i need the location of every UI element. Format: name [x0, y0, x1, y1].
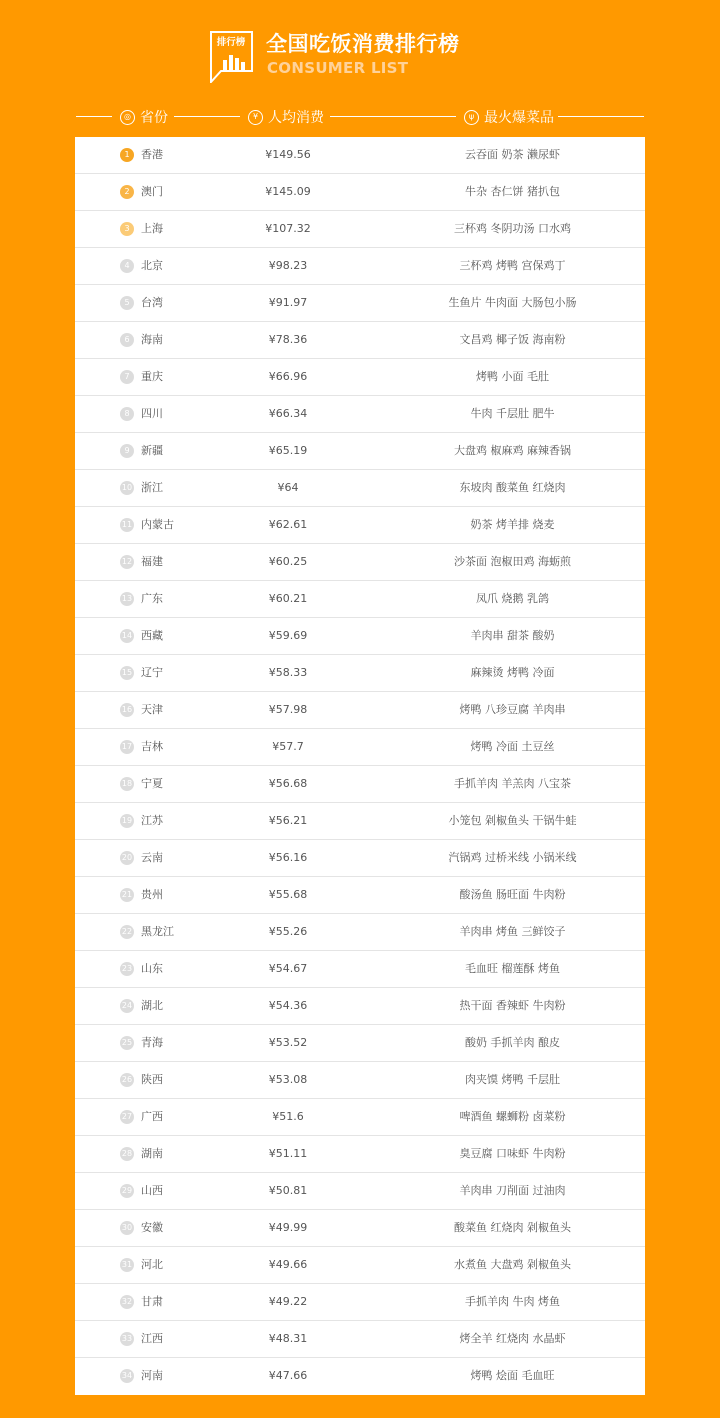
rank-badge: 27	[120, 1110, 134, 1124]
rank-badge: 11	[120, 518, 134, 532]
table-row	[75, 322, 645, 359]
province-name: 海南	[141, 333, 163, 346]
table-row	[75, 1025, 645, 1062]
average-spend: ¥57.98	[268, 703, 308, 716]
province-name: 宁夏	[141, 777, 163, 790]
province-name: 湖北	[141, 999, 163, 1012]
rank-badge: 32	[120, 1295, 134, 1309]
table-row	[75, 507, 645, 544]
popular-dishes: 奶茶 烤羊排 烧麦	[470, 518, 555, 531]
rank-badge: 1	[120, 148, 134, 162]
column-dishes	[464, 104, 554, 130]
average-spend: ¥149.56	[265, 148, 311, 161]
average-spend: ¥49.66	[268, 1258, 308, 1271]
rank-badge: 17	[120, 740, 134, 754]
table-row	[75, 1062, 645, 1099]
province-name: 江西	[141, 1332, 163, 1345]
ranking-logo-icon	[209, 31, 253, 83]
popular-dishes: 三杯鸡 冬阴功汤 口水鸡	[454, 222, 571, 235]
popular-dishes: 酸奶 手抓羊肉 酿皮	[465, 1036, 560, 1049]
province-name: 内蒙古	[141, 518, 174, 531]
rank-badge: 23	[120, 962, 134, 976]
table-row	[75, 470, 645, 507]
popular-dishes: 烤鸭 八珍豆腐 羊肉串	[459, 703, 566, 716]
popular-dishes: 羊肉串 烤鱼 三鲜饺子	[459, 925, 566, 938]
divider-line	[558, 116, 644, 117]
popular-dishes: 云吞面 奶茶 濑尿虾	[465, 148, 560, 161]
province-name: 福建	[141, 555, 163, 568]
average-spend: ¥59.69	[268, 629, 308, 642]
popular-dishes: 东坡肉 酸菜鱼 红烧肉	[459, 481, 566, 494]
popular-dishes: 牛肉 千层肚 肥牛	[470, 407, 555, 420]
province-name: 广东	[141, 592, 163, 605]
logo-label: 排行榜	[216, 37, 246, 48]
rank-badge: 28	[120, 1147, 134, 1161]
popular-dishes: 小笼包 剁椒鱼头 干锅牛蛙	[448, 814, 577, 827]
average-spend: ¥54.36	[268, 999, 308, 1012]
province-name: 青海	[141, 1036, 163, 1049]
rank-badge: 7	[120, 370, 134, 384]
province-name: 云南	[141, 851, 163, 864]
average-spend: ¥62.61	[268, 518, 308, 531]
province-name: 安徽	[141, 1221, 163, 1234]
divider-line	[76, 116, 112, 117]
province-name: 黑龙江	[141, 925, 174, 938]
ranking-table	[75, 137, 645, 1395]
province-name: 浙江	[141, 481, 163, 494]
table-row	[75, 248, 645, 285]
fork-knife-icon: ψ	[464, 110, 479, 125]
average-spend: ¥91.97	[268, 296, 308, 309]
popular-dishes: 手抓羊肉 羊羔肉 八宝茶	[454, 777, 571, 790]
average-spend: ¥53.08	[268, 1073, 308, 1086]
average-spend: ¥51.6	[272, 1110, 304, 1123]
province-name: 上海	[141, 222, 163, 235]
average-spend: ¥55.68	[268, 888, 308, 901]
table-row	[75, 1247, 645, 1284]
province-name: 四川	[141, 407, 163, 420]
rank-badge: 30	[120, 1221, 134, 1235]
average-spend: ¥51.11	[268, 1147, 308, 1160]
average-spend: ¥60.25	[268, 555, 308, 568]
table-row	[75, 1099, 645, 1136]
average-spend: ¥66.96	[268, 370, 308, 383]
table-row	[75, 618, 645, 655]
rank-badge: 4	[120, 259, 134, 273]
average-spend: ¥65.19	[268, 444, 308, 457]
divider-line	[330, 116, 456, 117]
province-name: 山西	[141, 1184, 163, 1197]
province-name: 西藏	[141, 629, 163, 642]
table-row	[75, 1136, 645, 1173]
rank-badge: 2	[120, 185, 134, 199]
rank-badge: 24	[120, 999, 134, 1013]
table-row	[75, 433, 645, 470]
province-name: 陕西	[141, 1073, 163, 1086]
province-name: 贵州	[141, 888, 163, 901]
popular-dishes: 臭豆腐 口味虾 牛肉粉	[459, 1147, 566, 1160]
province-name: 澳门	[141, 185, 163, 198]
popular-dishes: 水煮鱼 大盘鸡 剁椒鱼头	[454, 1258, 571, 1271]
average-spend: ¥48.31	[268, 1332, 308, 1345]
rank-badge: 9	[120, 444, 134, 458]
province-name: 香港	[141, 148, 163, 161]
table-row	[75, 803, 645, 840]
rank-badge: 31	[120, 1258, 134, 1272]
rank-badge: 10	[120, 481, 134, 495]
rank-badge: 5	[120, 296, 134, 310]
average-spend: ¥107.32	[265, 222, 311, 235]
average-spend: ¥56.16	[268, 851, 308, 864]
column-province-label: 省份	[140, 110, 168, 126]
table-row	[75, 211, 645, 248]
province-name: 重庆	[141, 370, 163, 383]
popular-dishes: 凤爪 烧鹅 乳鸽	[476, 592, 549, 605]
popular-dishes: 羊肉串 甜茶 酸奶	[470, 629, 555, 642]
rank-badge: 22	[120, 925, 134, 939]
table-row	[75, 1210, 645, 1247]
average-spend: ¥98.23	[268, 259, 308, 272]
popular-dishes: 烤鸭 小面 毛肚	[476, 370, 549, 383]
table-row	[75, 951, 645, 988]
rank-badge: 33	[120, 1332, 134, 1346]
province-name: 甘肃	[141, 1295, 163, 1308]
popular-dishes: 沙茶面 泡椒田鸡 海蛎煎	[454, 555, 571, 568]
province-name: 河北	[141, 1258, 163, 1271]
average-spend: ¥56.21	[268, 814, 308, 827]
province-name: 辽宁	[141, 666, 163, 679]
rank-badge: 3	[120, 222, 134, 236]
popular-dishes: 酸汤鱼 肠旺面 牛肉粉	[459, 888, 566, 901]
popular-dishes: 麻辣烫 烤鸭 冷面	[470, 666, 555, 679]
average-spend: ¥54.67	[268, 962, 308, 975]
popular-dishes: 烤鸭 烩面 毛血旺	[470, 1369, 555, 1382]
province-name: 山东	[141, 962, 163, 975]
divider-line	[174, 116, 240, 117]
average-spend: ¥49.99	[268, 1221, 308, 1234]
average-spend: ¥78.36	[268, 333, 308, 346]
rank-badge: 20	[120, 851, 134, 865]
rank-badge: 29	[120, 1184, 134, 1198]
table-row	[75, 359, 645, 396]
average-spend: ¥57.7	[272, 740, 304, 753]
popular-dishes: 肉夹馍 烤鸭 千层肚	[465, 1073, 560, 1086]
rank-badge: 8	[120, 407, 134, 421]
table-row	[75, 1321, 645, 1358]
rank-badge: 13	[120, 592, 134, 606]
rank-badge: 19	[120, 814, 134, 828]
popular-dishes: 啤酒鱼 螺蛳粉 卤菜粉	[459, 1110, 566, 1123]
popular-dishes: 三杯鸡 烤鸭 宫保鸡丁	[459, 259, 566, 272]
table-row	[75, 877, 645, 914]
average-spend: ¥47.66	[268, 1369, 308, 1382]
popular-dishes: 烤鸭 冷面 土豆丝	[470, 740, 555, 753]
average-spend: ¥66.34	[268, 407, 308, 420]
column-province	[120, 104, 168, 130]
province-name: 新疆	[141, 444, 163, 457]
table-row	[75, 174, 645, 211]
table-row	[75, 692, 645, 729]
page-header	[0, 0, 720, 100]
average-spend: ¥58.33	[268, 666, 308, 679]
province-name: 台湾	[141, 296, 163, 309]
column-dishes-label: 最火爆菜品	[484, 110, 554, 126]
average-spend: ¥145.09	[265, 185, 311, 198]
page-subtitle: CONSUMER LIST	[267, 59, 409, 77]
table-row	[75, 766, 645, 803]
popular-dishes: 手抓羊肉 牛肉 烤鱼	[465, 1295, 560, 1308]
table-row	[75, 729, 645, 766]
average-spend: ¥50.81	[268, 1184, 308, 1197]
popular-dishes: 生鱼片 牛肉面 大肠包小肠	[448, 296, 577, 309]
table-row	[75, 988, 645, 1025]
average-spend: ¥49.22	[268, 1295, 308, 1308]
rank-badge: 15	[120, 666, 134, 680]
province-name: 北京	[141, 259, 163, 272]
average-spend: ¥56.68	[268, 777, 308, 790]
table-row	[75, 1284, 645, 1321]
rank-badge: 14	[120, 629, 134, 643]
province-name: 广西	[141, 1110, 163, 1123]
province-name: 河南	[141, 1369, 163, 1382]
column-header	[0, 104, 720, 130]
popular-dishes: 羊肉串 刀削面 过油肉	[459, 1184, 566, 1197]
popular-dishes: 毛血旺 榴莲酥 烤鱼	[465, 962, 560, 975]
table-row	[75, 1173, 645, 1210]
table-row	[75, 285, 645, 322]
column-price	[248, 104, 324, 130]
province-name: 吉林	[141, 740, 163, 753]
column-price-label: 人均消费	[268, 110, 324, 126]
table-row	[75, 396, 645, 433]
average-spend: ¥53.52	[268, 1036, 308, 1049]
average-spend: ¥64	[277, 481, 299, 494]
yen-icon: ¥	[248, 110, 263, 125]
table-row	[75, 655, 645, 692]
average-spend: ¥60.21	[268, 592, 308, 605]
table-row	[75, 914, 645, 951]
rank-badge: 18	[120, 777, 134, 791]
rank-badge: 16	[120, 703, 134, 717]
table-row	[75, 544, 645, 581]
table-row	[75, 137, 645, 174]
rank-badge: 21	[120, 888, 134, 902]
popular-dishes: 酸菜鱼 红烧肉 剁椒鱼头	[454, 1221, 571, 1234]
rank-badge: 6	[120, 333, 134, 347]
average-spend: ¥55.26	[268, 925, 308, 938]
table-row	[75, 840, 645, 877]
popular-dishes: 烤全羊 红烧肉 水晶虾	[459, 1332, 566, 1345]
location-icon: ◎	[120, 110, 135, 125]
province-name: 天津	[141, 703, 163, 716]
page-title: 全国吃饭消费排行榜	[266, 32, 460, 56]
rank-badge: 26	[120, 1073, 134, 1087]
popular-dishes: 文昌鸡 椰子饭 海南粉	[459, 333, 566, 346]
province-name: 江苏	[141, 814, 163, 827]
popular-dishes: 汽锅鸡 过桥米线 小锅米线	[448, 851, 577, 864]
table-row	[75, 581, 645, 618]
rank-badge: 12	[120, 555, 134, 569]
popular-dishes: 热干面 香辣虾 牛肉粉	[459, 999, 566, 1012]
popular-dishes: 大盘鸡 椒麻鸡 麻辣香锅	[454, 444, 571, 457]
rank-badge: 25	[120, 1036, 134, 1050]
province-name: 湖南	[141, 1147, 163, 1160]
popular-dishes: 牛杂 杏仁饼 猪扒包	[465, 185, 560, 198]
table-row	[75, 1358, 645, 1395]
rank-badge: 34	[120, 1369, 134, 1383]
